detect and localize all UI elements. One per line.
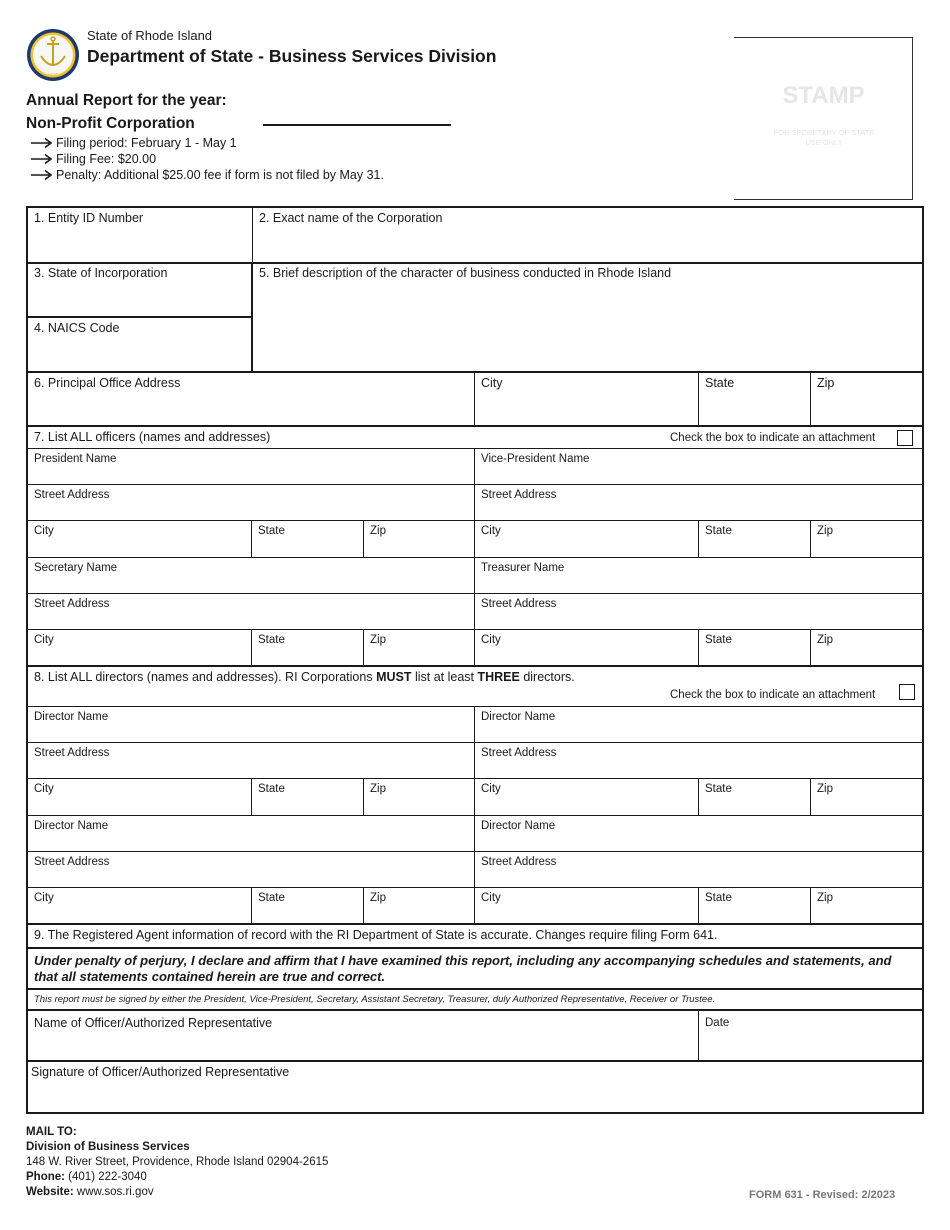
zip-label: Zip bbox=[817, 634, 833, 646]
director-2-city-field[interactable] bbox=[475, 779, 699, 816]
director-3-name-field[interactable] bbox=[28, 816, 475, 852]
state-label: State bbox=[258, 634, 285, 646]
state-label: State bbox=[705, 892, 732, 904]
vice-president-name-field[interactable] bbox=[475, 449, 922, 485]
entity-id-label: 1. Entity ID Number bbox=[34, 211, 144, 225]
president-name-label: President Name bbox=[34, 453, 117, 465]
director-2-state-field[interactable] bbox=[699, 779, 811, 816]
director-2-zip-field[interactable] bbox=[811, 779, 922, 816]
secretary-name-label: Secretary Name bbox=[34, 562, 118, 574]
state-name: State of Rhode Island bbox=[87, 28, 213, 43]
penalty-text: Penalty: Additional $25.00 fee if form is not filed by May 31. bbox=[56, 168, 384, 182]
mailing-address: 148 W. River Street, Providence, Rhode Island 02904-2615 bbox=[26, 1156, 329, 1168]
principal-office-address-field[interactable] bbox=[28, 373, 475, 427]
corporation-type: Non-Profit Corporation bbox=[26, 115, 195, 132]
directors-heading: 8. List ALL directors (names and addresses). RI Corporations MUST list at least THREE directors. bbox=[34, 670, 575, 684]
annual-report-form bbox=[26, 206, 924, 1114]
president-state-field[interactable] bbox=[252, 521, 364, 558]
director-2-name-field[interactable] bbox=[475, 707, 922, 743]
city-label: City bbox=[481, 634, 501, 646]
business-description-label: 5. Brief description of the character of business conducted in Rhode Island bbox=[259, 266, 672, 280]
principal-office-state-field[interactable] bbox=[699, 373, 811, 427]
street-address-label: Street Address bbox=[481, 747, 557, 759]
state-label: State bbox=[258, 525, 285, 537]
directors-heading-row bbox=[28, 667, 922, 707]
officer-name-label: Name of Officer/Authorized Representative bbox=[34, 1016, 273, 1030]
director-1-zip-field[interactable] bbox=[364, 779, 475, 816]
signature-field[interactable] bbox=[28, 1062, 922, 1112]
director-3-street-field[interactable] bbox=[28, 852, 475, 888]
secretary-city-field[interactable] bbox=[28, 630, 252, 667]
street-address-label: Street Address bbox=[34, 489, 110, 501]
state-label: State bbox=[705, 376, 735, 390]
treasurer-street-field[interactable] bbox=[475, 594, 922, 630]
department-title: Department of State - Business Services Division bbox=[87, 46, 497, 66]
stamp-title: STAMP bbox=[782, 82, 865, 109]
zip-label: Zip bbox=[370, 525, 386, 537]
arrow-right-icon bbox=[30, 137, 54, 149]
city-label: City bbox=[481, 525, 501, 537]
president-zip-field[interactable] bbox=[364, 521, 475, 558]
principal-office-zip-field[interactable] bbox=[811, 373, 922, 427]
city-label: City bbox=[481, 376, 503, 390]
director-name-label: Director Name bbox=[481, 711, 556, 723]
city-label: City bbox=[481, 783, 501, 795]
stamp-box bbox=[734, 37, 913, 200]
state-of-incorporation-label: 3. State of Incorporation bbox=[34, 266, 168, 280]
corporation-name-field[interactable] bbox=[253, 208, 922, 263]
street-address-label: Street Address bbox=[34, 747, 110, 759]
director-4-street-field[interactable] bbox=[475, 852, 922, 888]
president-city-field[interactable] bbox=[28, 521, 252, 558]
treasurer-name-field[interactable] bbox=[475, 558, 922, 594]
state-label: State bbox=[705, 783, 732, 795]
vice-president-city-field[interactable] bbox=[475, 521, 699, 558]
form-number: FORM 631 - Revised: 2/2023 bbox=[749, 1189, 896, 1201]
entity-id-field[interactable] bbox=[28, 208, 253, 263]
director-1-street-field[interactable] bbox=[28, 743, 475, 779]
director-3-state-field[interactable] bbox=[252, 888, 364, 925]
mailing-info bbox=[26, 1125, 328, 1200]
street-address-label: Street Address bbox=[481, 598, 557, 610]
stamp-box-bottom bbox=[734, 199, 913, 200]
vice-president-street-field[interactable] bbox=[475, 485, 922, 521]
state-of-incorporation-field[interactable] bbox=[28, 263, 253, 318]
zip-label: Zip bbox=[370, 634, 386, 646]
street-address-label: Street Address bbox=[34, 598, 110, 610]
director-3-city-field[interactable] bbox=[28, 888, 252, 925]
vice-president-state-field[interactable] bbox=[699, 521, 811, 558]
business-description-field[interactable] bbox=[251, 263, 922, 372]
date-field[interactable] bbox=[699, 1011, 922, 1061]
director-4-city-field[interactable] bbox=[475, 888, 699, 925]
director-4-state-field[interactable] bbox=[699, 888, 811, 925]
vice-president-name-label: Vice-President Name bbox=[481, 453, 590, 465]
date-label: Date bbox=[705, 1017, 730, 1029]
phone-line: Phone: (401) 222-3040 bbox=[26, 1171, 147, 1183]
division-name: Division of Business Services bbox=[26, 1141, 190, 1153]
director-1-city-field[interactable] bbox=[28, 779, 252, 816]
mail-to-label: MAIL TO: bbox=[26, 1126, 77, 1138]
state-seal-logo bbox=[26, 28, 80, 82]
signature-note-text: This report must be signed by either the President, Vice-President, Secretary, Assistant Secretary, Treasurer, duly Authorized Representative, Receiver or Trustee. bbox=[34, 994, 716, 1005]
city-label: City bbox=[34, 783, 54, 795]
state-label: State bbox=[705, 525, 732, 537]
signature-note-row bbox=[28, 990, 922, 1010]
secretary-street-field[interactable] bbox=[28, 594, 475, 630]
naics-code-label: 4. NAICS Code bbox=[34, 321, 120, 335]
penalty-item bbox=[30, 168, 384, 182]
treasurer-city-field[interactable] bbox=[475, 630, 699, 667]
stamp-subtitle: FOR SECRETARY OF STATE USE ONLY bbox=[773, 128, 875, 147]
report-title: Annual Report for the year: bbox=[26, 92, 227, 109]
city-label: City bbox=[34, 892, 54, 904]
signature-label: Signature of Officer/Authorized Representative bbox=[31, 1065, 290, 1079]
zip-label: Zip bbox=[817, 376, 835, 390]
secretary-name-field[interactable] bbox=[28, 558, 475, 594]
president-name-field[interactable] bbox=[28, 449, 475, 485]
zip-label: Zip bbox=[817, 892, 833, 904]
city-label: City bbox=[481, 892, 501, 904]
filing-period-item bbox=[30, 136, 237, 150]
director-4-name-field[interactable] bbox=[475, 816, 922, 852]
zip-label: Zip bbox=[817, 783, 833, 795]
director-4-zip-field[interactable] bbox=[811, 888, 922, 925]
perjury-declaration-row bbox=[28, 949, 922, 989]
secretary-zip-field[interactable] bbox=[364, 630, 475, 667]
report-year-field[interactable] bbox=[263, 124, 451, 126]
state-label: State bbox=[258, 892, 285, 904]
zip-label: Zip bbox=[370, 783, 386, 795]
director-1-state-field[interactable] bbox=[252, 779, 364, 816]
zip-label: Zip bbox=[817, 525, 833, 537]
state-label: State bbox=[705, 634, 732, 646]
treasurer-state-field[interactable] bbox=[699, 630, 811, 667]
officers-attachment-label: Check the box to indicate an attachment bbox=[670, 432, 876, 444]
zip-label: Zip bbox=[370, 892, 386, 904]
treasurer-zip-field[interactable] bbox=[811, 630, 922, 667]
directors-attachment-label: Check the box to indicate an attachment bbox=[670, 689, 876, 701]
city-label: City bbox=[34, 525, 54, 537]
street-address-label: Street Address bbox=[34, 856, 110, 868]
principal-office-city-field[interactable] bbox=[475, 373, 699, 427]
principal-office-address-label: 6. Principal Office Address bbox=[34, 376, 181, 390]
director-name-label: Director Name bbox=[481, 820, 556, 832]
city-label: City bbox=[34, 634, 54, 646]
filing-fee-item bbox=[30, 152, 156, 166]
directors-attachment-checkbox[interactable] bbox=[899, 684, 915, 700]
director-name-label: Director Name bbox=[34, 711, 109, 723]
officers-heading: 7. List ALL officers (names and addresses) bbox=[34, 430, 271, 444]
secretary-state-field[interactable] bbox=[252, 630, 364, 667]
director-1-name-field[interactable] bbox=[28, 707, 475, 743]
vice-president-zip-field[interactable] bbox=[811, 521, 922, 558]
street-address-label: Street Address bbox=[481, 856, 557, 868]
perjury-declaration-text: Under penalty of perjury, I declare and affirm that I have examined this report, including any accompanying schedules and statements, and that all statements contained herein are true and correct. bbox=[34, 953, 892, 984]
filing-period-text: Filing period: February 1 - May 1 bbox=[56, 136, 237, 150]
officer-name-field[interactable] bbox=[28, 1011, 699, 1061]
treasurer-name-label: Treasurer Name bbox=[481, 562, 565, 574]
director-name-label: Director Name bbox=[34, 820, 109, 832]
president-street-field[interactable] bbox=[28, 485, 475, 521]
registered-agent-text: 9. The Registered Agent information of record with the RI Department of State is accurate. Changes require filing Form 641. bbox=[34, 928, 718, 942]
director-3-zip-field[interactable] bbox=[364, 888, 475, 925]
street-address-label: Street Address bbox=[481, 489, 557, 501]
arrow-right-icon bbox=[30, 153, 54, 165]
state-label: State bbox=[258, 783, 285, 795]
officers-attachment-checkbox[interactable] bbox=[897, 430, 913, 446]
director-2-street-field[interactable] bbox=[475, 743, 922, 779]
filing-fee-text: Filing Fee: $20.00 bbox=[56, 152, 157, 166]
registered-agent-row bbox=[28, 925, 922, 949]
website-line: Website: www.sos.ri.gov bbox=[26, 1186, 154, 1198]
seal-year: 1636 bbox=[47, 73, 59, 79]
arrow-right-icon bbox=[30, 169, 54, 181]
naics-code-field[interactable] bbox=[28, 318, 253, 372]
corporation-name-label: 2. Exact name of the Corporation bbox=[259, 211, 443, 225]
